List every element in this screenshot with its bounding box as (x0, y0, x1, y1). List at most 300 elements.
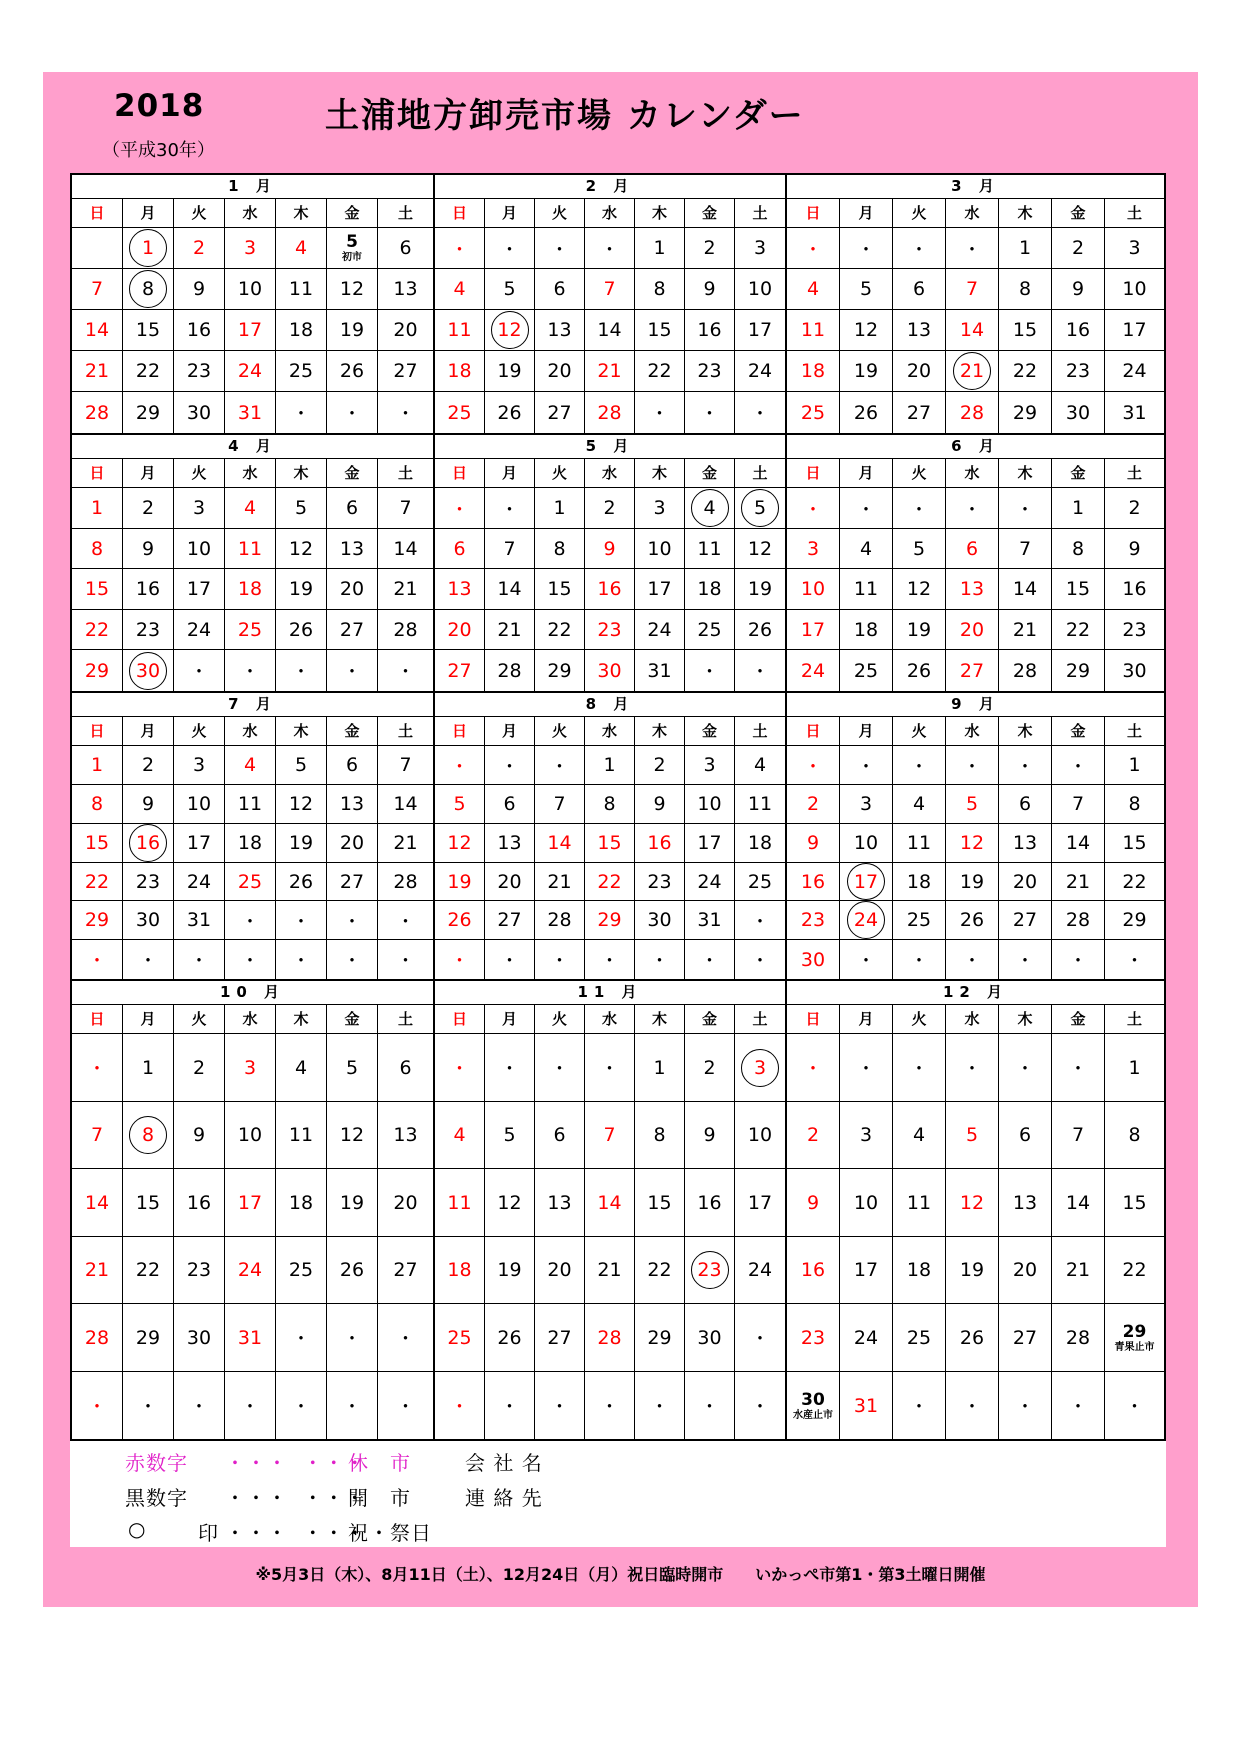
day-cell (1105, 1102, 1164, 1169)
weekday-header: 火 (174, 199, 225, 228)
day-number: 26 (447, 909, 472, 931)
weekday-header: 木 (276, 1005, 327, 1034)
weekday-header: 月 (485, 199, 535, 228)
day-number: 4 (453, 1124, 466, 1146)
day-cell (535, 940, 585, 979)
day-cell (276, 610, 327, 650)
day-number: ・ (1068, 950, 1088, 972)
day-cell (435, 1237, 485, 1304)
day-cell (635, 269, 685, 310)
day-number: 29 (135, 401, 161, 424)
day-cell (378, 488, 433, 529)
day-number: 18 (288, 319, 314, 341)
day-number: ・ (962, 1058, 982, 1080)
day-cell (1105, 569, 1164, 610)
day-cell (999, 392, 1052, 433)
day-cell (225, 1237, 276, 1304)
day-cell (123, 650, 174, 691)
day-cell (327, 1372, 378, 1439)
day-cell (1052, 901, 1105, 940)
day-number: 11 (237, 537, 263, 560)
day-cell (435, 940, 485, 979)
day-cell (123, 610, 174, 650)
day-cell (174, 1169, 225, 1237)
day-number: ・ (909, 1396, 929, 1418)
day-number: 23 (186, 1259, 212, 1281)
day-number: 30 (135, 909, 161, 931)
day-number: 18 (697, 578, 722, 600)
day-cell (123, 824, 174, 863)
day-cell (327, 610, 378, 650)
day-cell (685, 863, 735, 901)
day-number: 12 (853, 319, 879, 341)
month-block (72, 435, 435, 693)
day-cell (999, 901, 1052, 940)
day-cell (435, 1102, 485, 1169)
day-cell (174, 1034, 225, 1102)
day-number: ・ (395, 950, 415, 972)
day-cell (1052, 351, 1105, 392)
day-cell (685, 569, 735, 610)
day-cell (435, 746, 485, 785)
day-number: 24 (1122, 360, 1147, 382)
day-cell (685, 1237, 735, 1304)
day-number: ・ (1015, 498, 1035, 521)
day-number: 8 (90, 793, 104, 815)
day-cell (485, 529, 535, 569)
day-number: ・ (803, 238, 823, 261)
day-cell (123, 785, 174, 824)
day-number: 2 (603, 497, 616, 519)
day-number: 19 (959, 870, 985, 893)
day-number: 4 (806, 278, 820, 300)
day-cell (635, 1034, 685, 1102)
day-cell (435, 863, 485, 901)
day-number: 15 (597, 832, 622, 854)
day-cell (635, 488, 685, 529)
day-number: 19 (339, 319, 365, 341)
weekday-header: 木 (999, 199, 1052, 228)
day-cell (635, 1102, 685, 1169)
day-cell (946, 529, 999, 569)
day-number: 2 (192, 1056, 206, 1079)
day-number: 1 (553, 497, 566, 519)
day-cell (585, 785, 635, 824)
day-number: 21 (497, 618, 522, 641)
day-number: 27 (547, 401, 572, 424)
day-number: 7 (399, 754, 412, 776)
day-number: ・ (395, 910, 415, 933)
weekday-header: 木 (635, 199, 685, 228)
day-cell (635, 610, 685, 650)
weekday-header: 土 (378, 1005, 433, 1034)
day-number: 31 (853, 1394, 879, 1417)
day-cell (174, 940, 225, 979)
day-number: 4 (859, 537, 873, 560)
day-cell (435, 351, 485, 392)
weekday-header: 木 (999, 1005, 1052, 1034)
month-block (435, 175, 787, 435)
weekday-header: 金 (327, 717, 378, 746)
day-cell (635, 940, 685, 979)
weekday-header: 日 (787, 459, 840, 488)
day-number: 26 (288, 618, 314, 641)
day-cell (72, 940, 123, 979)
day-number: ・ (599, 1396, 619, 1418)
day-cell (276, 746, 327, 785)
day-cell (840, 529, 893, 569)
day-cell (787, 569, 840, 610)
month-header: 4 月 (72, 435, 433, 459)
day-cell (225, 901, 276, 940)
day-cell (72, 1034, 123, 1102)
day-number: 1 (1128, 1056, 1141, 1079)
day-cell (225, 610, 276, 650)
day-number: 11 (447, 319, 472, 341)
day-number: 5 (453, 793, 466, 815)
day-number: 9 (806, 832, 820, 854)
day-cell (1052, 310, 1105, 351)
footer-note: ※5月3日（木）、8月11日（土）、12月24日（月）祝日臨時開市 いかっぺ市第1・第3土曜日開催 (255, 1565, 986, 1584)
day-cell (535, 901, 585, 940)
weekday-header: 木 (635, 459, 685, 488)
weekday-header: 月 (123, 717, 174, 746)
day-number: 8 (603, 793, 616, 815)
day-number: 8 (553, 537, 566, 560)
day-number: ・ (189, 950, 209, 972)
day-number: 5 (294, 754, 308, 776)
day-number: 13 (547, 319, 572, 341)
day-number: 15 (547, 578, 572, 600)
day-number: 18 (906, 1259, 932, 1281)
weekday-header: 木 (999, 717, 1052, 746)
day-number: 18 (853, 618, 879, 641)
day-cell (999, 940, 1052, 979)
day-number: 1 (1128, 754, 1141, 776)
day-number: 25 (747, 870, 773, 893)
day-cell (946, 863, 999, 901)
day-number: 6 (503, 793, 516, 815)
day-cell (225, 1102, 276, 1169)
day-number: ・ (240, 910, 260, 933)
day-cell (585, 746, 635, 785)
day-number: 22 (1012, 360, 1038, 382)
day-cell (485, 269, 535, 310)
day-number: 18 (237, 832, 263, 854)
day-cell (123, 746, 174, 785)
day-cell (787, 488, 840, 529)
day-cell (635, 901, 685, 940)
day-cell (735, 1372, 785, 1439)
day-number: ・ (1068, 1058, 1088, 1080)
day-cell (1105, 269, 1164, 310)
day-cell (225, 940, 276, 979)
day-number: 6 (1018, 793, 1032, 815)
calendar-year: 2018 (114, 88, 205, 124)
day-cell (225, 746, 276, 785)
day-number: 24 (186, 618, 212, 641)
day-number: 24 (186, 870, 212, 893)
day-number: 18 (800, 360, 826, 382)
day-cell (435, 610, 485, 650)
day-number: 7 (399, 497, 412, 519)
day-cell (999, 310, 1052, 351)
day-cell (435, 1372, 485, 1439)
day-cell (585, 1372, 635, 1439)
day-number: 23 (597, 618, 622, 641)
day-cell (893, 488, 946, 529)
day-cell (327, 1304, 378, 1372)
day-number: 14 (1012, 578, 1038, 600)
weekday-header: 月 (123, 199, 174, 228)
day-cell (1052, 529, 1105, 569)
legend-red-label: 赤数字 (125, 1451, 188, 1475)
weekday-header: 月 (123, 459, 174, 488)
day-cell (787, 1372, 840, 1439)
day-number: 11 (800, 319, 826, 341)
weekday-header: 金 (1052, 1005, 1105, 1034)
day-number: 29 (1012, 401, 1038, 424)
weekday-header: 木 (999, 459, 1052, 488)
day-cell (946, 1237, 999, 1304)
day-cell (635, 1237, 685, 1304)
day-number: ・ (803, 755, 823, 778)
day-cell (174, 901, 225, 940)
day-cell (685, 1034, 735, 1102)
day-cell (893, 569, 946, 610)
day-cell (840, 269, 893, 310)
day-number: 29 (84, 909, 110, 931)
day-number: 4 (294, 237, 308, 259)
day-cell (225, 1304, 276, 1372)
day-number: 20 (1012, 1259, 1038, 1281)
day-cell (585, 863, 635, 901)
day-number: ・ (342, 950, 362, 972)
day-cell (946, 569, 999, 610)
day-cell (535, 746, 585, 785)
day-number: 1 (1018, 237, 1032, 259)
day-cell (123, 940, 174, 979)
day-number: 5 (912, 537, 926, 560)
day-number: 27 (959, 659, 985, 682)
day-cell (787, 824, 840, 863)
special-day: 30 (801, 1389, 825, 1410)
day-number: ・ (909, 238, 929, 261)
day-number: 19 (853, 360, 879, 382)
day-number: 2 (703, 1056, 716, 1079)
day-number: 12 (747, 537, 773, 560)
day-number: ・ (549, 950, 569, 972)
weekday-header: 水 (225, 459, 276, 488)
day-cell (378, 1169, 433, 1237)
day-cell (327, 940, 378, 979)
day-number: ・ (649, 950, 669, 972)
day-cell (685, 610, 735, 650)
day-cell (893, 785, 946, 824)
day-number: 29 (135, 1326, 161, 1349)
day-number: 25 (237, 870, 263, 893)
day-number: 12 (288, 793, 314, 815)
day-number: 25 (906, 909, 932, 931)
day-number: 20 (393, 319, 418, 341)
day-number: ・ (138, 950, 158, 972)
day-number: 3 (192, 754, 206, 776)
day-number: ・ (909, 498, 929, 521)
day-cell (1052, 269, 1105, 310)
day-number: 10 (237, 278, 263, 300)
day-cell (787, 863, 840, 901)
day-number: ・ (699, 403, 719, 425)
day-number: 25 (906, 1326, 932, 1349)
day-cell (225, 310, 276, 351)
day-cell (585, 269, 635, 310)
day-cell (435, 785, 485, 824)
month-header: 1 月 (72, 175, 433, 199)
day-cell (378, 1102, 433, 1169)
day-cell (1105, 488, 1164, 529)
day-number: 12 (959, 1191, 985, 1214)
day-number: 3 (703, 754, 716, 776)
day-number: ・ (962, 950, 982, 972)
company-name-label: 会 社 名 (465, 1451, 543, 1475)
day-cell (585, 1034, 635, 1102)
day-cell (635, 863, 685, 901)
day-cell (327, 569, 378, 610)
day-number: ・ (449, 1396, 469, 1418)
day-number: 13 (1012, 1191, 1038, 1214)
day-cell (327, 488, 378, 529)
day-number: 19 (906, 618, 932, 641)
day-cell (485, 1304, 535, 1372)
day-cell (685, 901, 735, 940)
day-number: 13 (906, 319, 932, 341)
day-number: 21 (597, 360, 622, 382)
day-cell (893, 392, 946, 433)
day-number: 23 (691, 1251, 729, 1289)
day-cell (72, 392, 123, 433)
day-number: ・ (599, 1058, 619, 1080)
day-cell (378, 228, 433, 269)
weekday-header: 火 (174, 459, 225, 488)
day-cell (635, 351, 685, 392)
day-number: ・ (499, 950, 519, 972)
day-number: 23 (647, 870, 672, 893)
day-number: 15 (1122, 832, 1147, 854)
day-number: ・ (699, 661, 719, 683)
day-cell (174, 1372, 225, 1439)
day-cell (1052, 610, 1105, 650)
day-number: 31 (237, 401, 263, 424)
day-number: 14 (393, 793, 418, 815)
day-cell (1052, 746, 1105, 785)
day-cell (1052, 569, 1105, 610)
weekday-header: 火 (535, 459, 585, 488)
weekday-header: 金 (1052, 459, 1105, 488)
month-header: 9 月 (787, 693, 1164, 717)
contact-label: 連 絡 先 (465, 1486, 543, 1510)
day-cell (327, 650, 378, 691)
day-cell (999, 610, 1052, 650)
day-number: 16 (135, 578, 161, 600)
day-cell (378, 785, 433, 824)
day-number: 24 (800, 659, 826, 682)
day-number: 15 (84, 578, 110, 600)
day-number: 22 (1122, 1259, 1147, 1281)
day-number: 23 (135, 618, 161, 641)
day-cell (123, 1237, 174, 1304)
weekday-header: 木 (276, 199, 327, 228)
day-cell (735, 569, 785, 610)
day-cell (787, 1304, 840, 1372)
day-cell (946, 351, 999, 392)
day-cell (225, 1372, 276, 1439)
day-number: ・ (189, 1396, 209, 1418)
day-number: 16 (800, 870, 826, 893)
day-number: 27 (906, 401, 932, 424)
month-header: 5 月 (435, 435, 785, 459)
day-number: 2 (1071, 237, 1085, 259)
day-number: ・ (499, 498, 519, 521)
day-number: 19 (288, 832, 314, 854)
day-cell (999, 785, 1052, 824)
day-number: 7 (90, 1124, 104, 1146)
day-cell (585, 228, 635, 269)
day-cell (585, 1102, 635, 1169)
day-cell (1052, 392, 1105, 433)
day-cell (685, 785, 735, 824)
day-number: 17 (847, 863, 885, 900)
weekday-header: 土 (735, 717, 785, 746)
day-number: ・ (189, 661, 209, 683)
day-cell (378, 940, 433, 979)
day-number: 4 (453, 278, 466, 300)
day-cell (787, 901, 840, 940)
day-cell (585, 940, 635, 979)
day-cell (378, 351, 433, 392)
day-number: ・ (499, 755, 519, 778)
day-cell (225, 569, 276, 610)
day-number: 21 (547, 870, 572, 893)
day-cell (893, 228, 946, 269)
day-cell (123, 1169, 174, 1237)
day-cell (72, 269, 123, 310)
day-cell (1105, 1034, 1164, 1102)
day-number: 17 (747, 319, 773, 341)
day-number: 11 (906, 1191, 932, 1214)
day-cell (276, 1372, 327, 1439)
day-number: 18 (906, 870, 932, 893)
weekday-header: 土 (735, 459, 785, 488)
day-cell (893, 310, 946, 351)
day-number: ・ (342, 1328, 362, 1350)
month-header: 7 月 (72, 693, 433, 717)
day-cell (123, 488, 174, 529)
day-number: 16 (1065, 319, 1091, 341)
day-number: 15 (1012, 319, 1038, 341)
day-cell (435, 488, 485, 529)
day-cell (946, 940, 999, 979)
day-cell (685, 746, 735, 785)
day-cell (999, 228, 1052, 269)
day-cell (946, 1169, 999, 1237)
day-cell (946, 1304, 999, 1372)
day-number: 5 (965, 793, 979, 815)
day-cell (893, 351, 946, 392)
day-number: 16 (186, 1191, 212, 1214)
day-cell (485, 610, 535, 650)
day-cell (535, 785, 585, 824)
weekday-header: 日 (787, 717, 840, 746)
